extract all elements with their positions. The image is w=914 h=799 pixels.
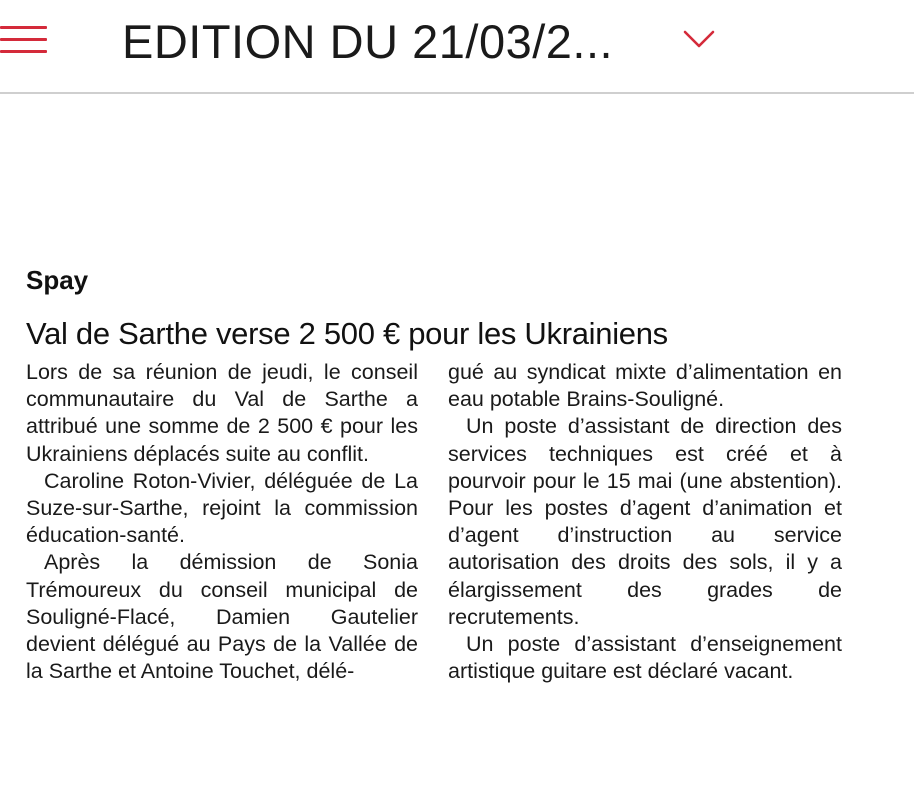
article-column-left [26,359,418,685]
article-column-right [448,359,842,685]
article-kicker: Spay [26,265,89,295]
article-paragraph: Après la démission de Sonia Trémoureux du conseil municipal de Souligné-Flacé, Damien Gautelier devient délégué au Pays de la Vallée de la Sarthe et Antoine Touchet, délé- [26,550,418,684]
article-paragraph: Caroline Roton-Vivier, déléguée de La Suze-sur-Sarthe, rejoint la commission éducation-santé. [26,468,418,548]
menu-line [0,50,47,53]
article-paragraph: Lors de sa réunion de jeudi, le conseil communautaire du Val de Sarthe a attribué une somme de 2 500 € pour les Ukrainiens déplacés suite au conflit. [26,360,418,466]
menu-line [0,26,47,29]
menu-line [0,38,47,41]
article-paragraph: Un poste d’assistant d’enseignement artistique guitare est déclaré vacant. [448,632,842,684]
top-bar [0,0,914,94]
article-body [26,359,846,685]
chevron-down-icon[interactable] [680,26,718,52]
edition-title[interactable]: EDITION DU 21/03/2... [122,15,614,68]
article [26,262,846,685]
hamburger-menu-icon[interactable] [0,24,50,58]
article-headline: Val de Sarthe verse 2 500 € pour les Ukrainiens [26,316,668,351]
article-paragraph: gué au syndicat mixte d’alimentation en eau potable Brains-Souligné. [448,360,842,412]
article-paragraph: Un poste d’assistant de direction des services techniques est créé et à pourvoir pour le 15 mai (une abstention). Pour les postes d’agent d’animation et d’agent d’instruction au service autorisation des droits des sols, il y a élargissement des grades de recrutements. [448,414,842,629]
